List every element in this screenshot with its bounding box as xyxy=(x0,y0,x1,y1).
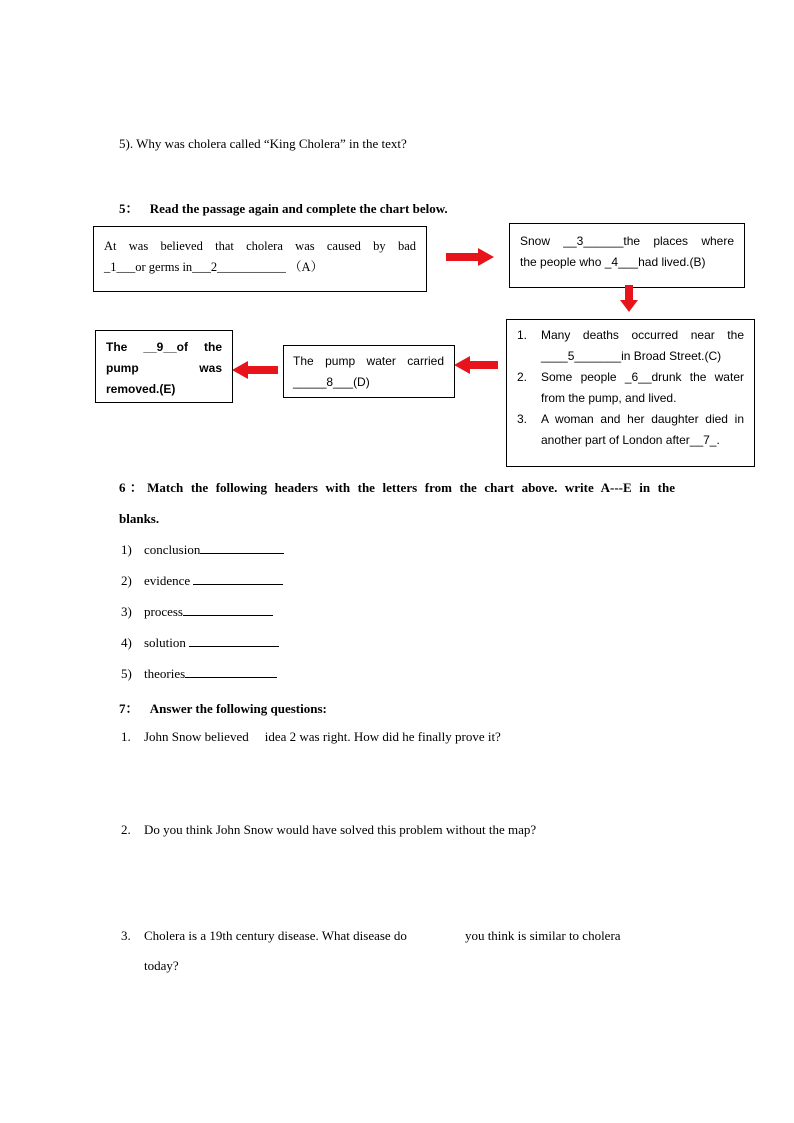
box-d-line1: The pump water carried xyxy=(293,354,444,368)
list-item xyxy=(121,665,284,696)
section-6-heading xyxy=(119,479,675,528)
section-5-number: 5： xyxy=(119,201,139,216)
arrow-right-icon xyxy=(444,246,496,268)
question-number: 1. xyxy=(121,729,131,744)
answer-blank[interactable] xyxy=(193,572,283,585)
list-item xyxy=(121,541,284,572)
section-5-title: Read the passage again and complete the chart below. xyxy=(149,201,448,216)
chart-box-a xyxy=(93,226,427,292)
item-line: Many deaths occurred near the xyxy=(541,328,744,342)
answer-blank[interactable] xyxy=(183,603,273,616)
section-6-list xyxy=(121,541,284,696)
arrow-down-icon xyxy=(618,284,640,314)
section-6-title-line2: blanks. xyxy=(119,511,160,526)
section-7-heading xyxy=(119,698,327,717)
item-label: conclusion xyxy=(144,542,201,557)
box-d-line2: _____8___(D) xyxy=(293,375,370,389)
item-label: theories xyxy=(144,666,186,681)
section-7-number: 7： xyxy=(119,701,139,716)
list-item xyxy=(517,367,744,409)
box-a-line1: At was believed that cholera was caused by bad xyxy=(104,239,416,253)
item-line: from the pump, and lived. xyxy=(541,391,677,405)
section-5-heading xyxy=(119,198,448,217)
item-label: solution xyxy=(144,635,186,650)
item-number: 5) xyxy=(121,666,132,681)
answer-blank[interactable] xyxy=(185,665,277,678)
box-e-line3: removed.(E) xyxy=(106,382,176,396)
answer-blank[interactable] xyxy=(200,541,284,554)
question-3 xyxy=(121,928,621,944)
item-number: 3) xyxy=(121,604,132,619)
question-number: 3. xyxy=(121,928,131,943)
chart-box-d xyxy=(283,345,455,398)
arrow-left-icon xyxy=(230,359,280,381)
chart-box-c xyxy=(506,319,755,467)
box-e-line1: The __9__of the xyxy=(106,340,222,354)
previous-question-5: 5). Why was cholera called “King Cholera” in the text? xyxy=(119,136,407,151)
item-line: ____5_______in Broad Street.(C) xyxy=(541,349,722,363)
chart-box-e xyxy=(95,330,233,403)
question-number: 2. xyxy=(121,822,131,837)
item-number: 1. xyxy=(517,328,528,342)
question-text: John Snow believed xyxy=(144,729,249,744)
question-1 xyxy=(121,729,501,745)
section-6-title-line1: 6：Match the following headers with the letters from the chart above. write A---E in the xyxy=(119,480,675,495)
list-item xyxy=(517,325,744,367)
item-label: process xyxy=(144,604,183,619)
question-text: you think is similar to cholera xyxy=(464,928,621,943)
chart-box-b xyxy=(509,223,745,288)
item-number: 2) xyxy=(121,573,132,588)
list-item xyxy=(121,634,284,665)
list-item xyxy=(121,572,284,603)
item-line: another part of London after__7_. xyxy=(541,433,720,447)
answer-blank[interactable] xyxy=(189,634,279,647)
box-e-line2: pump was xyxy=(106,361,222,375)
item-number: 4) xyxy=(121,635,132,650)
question-text: idea 2 was right. How did he finally prove it? xyxy=(264,729,501,744)
list-item xyxy=(517,409,744,451)
item-number: 3. xyxy=(517,412,528,426)
box-b-line1: Snow __3______the places where xyxy=(520,234,734,248)
item-number: 2. xyxy=(517,370,528,384)
list-item xyxy=(121,603,284,634)
item-label: evidence xyxy=(144,573,191,588)
section-7-title: Answer the following questions: xyxy=(149,701,327,716)
question-2 xyxy=(121,822,536,838)
item-line: A woman and her daughter died in xyxy=(541,412,744,426)
question-text: Do you think John Snow would have solved this problem without the map? xyxy=(144,822,537,837)
question-3-continued: today? xyxy=(144,958,179,973)
box-b-line2: the people who _4___had lived.(B) xyxy=(520,255,706,269)
item-line: Some people _6__drunk the water xyxy=(541,370,744,384)
question-text: Cholera is a 19th century disease. What disease do xyxy=(144,928,407,943)
box-a-line2: _1___or germs in___2___________ （A） xyxy=(104,260,324,274)
item-number: 1) xyxy=(121,542,132,557)
arrow-left-icon xyxy=(452,354,500,376)
